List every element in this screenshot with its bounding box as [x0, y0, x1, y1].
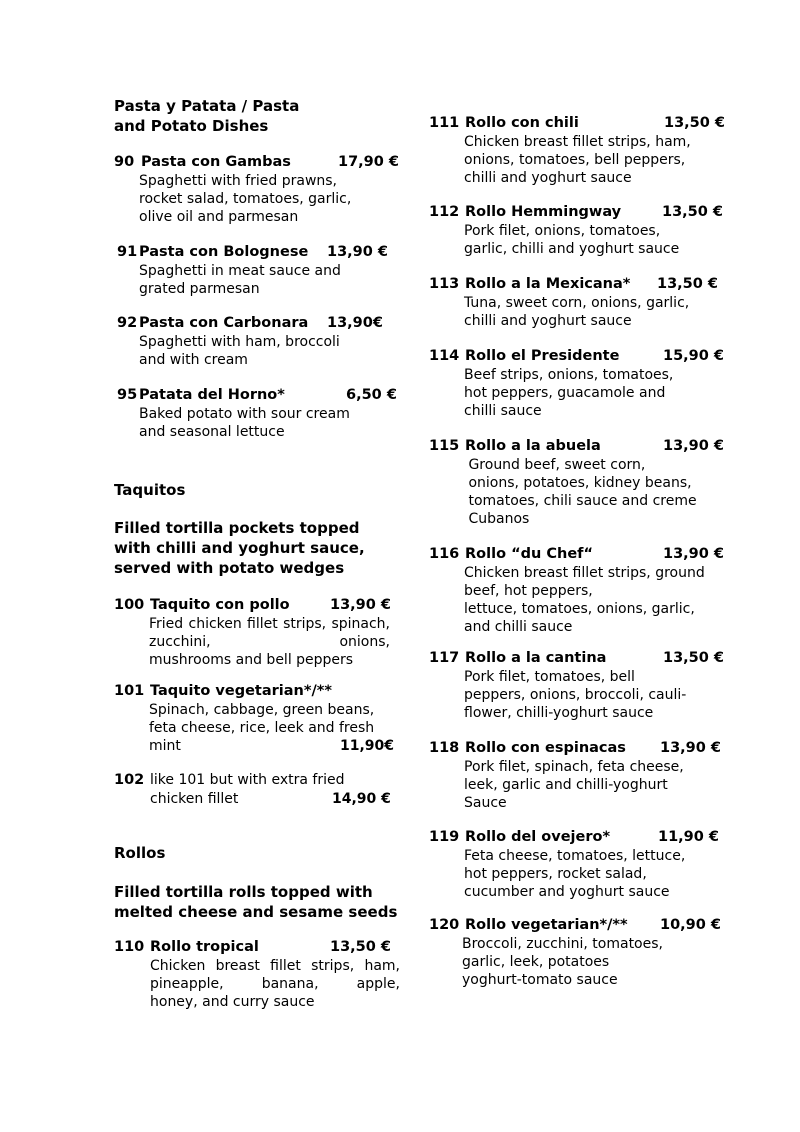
item-number: 119 [429, 829, 460, 845]
item-number: 115 [429, 438, 460, 454]
item-price: 13,90 € [330, 597, 392, 613]
item-description-last: mushrooms and bell peppers [149, 652, 354, 668]
item-number: 114 [429, 348, 460, 364]
item-number: 92 [117, 315, 138, 331]
section-title-rollos: Rollos [114, 844, 166, 862]
item-price: 13,50 € [330, 939, 392, 955]
item-price: 17,90 € [338, 154, 400, 170]
menu-item-112 [429, 203, 749, 258]
item-name: Pasta con Gambas [141, 154, 291, 170]
menu-item-100 [114, 596, 394, 669]
menu-item-102 [114, 771, 404, 808]
item-price: 13,90 € [663, 546, 725, 562]
menu-item-92 [117, 314, 417, 369]
item-description: Spinach, cabbage, green beans, feta cheese, rice, leek and fresh mint [149, 702, 375, 754]
item-description: Pork filet, spinach, feta cheese, leek, garlic and chilli-yoghurt Sauce [464, 759, 684, 811]
item-name: Taquito con pollo [150, 597, 290, 613]
item-price: 13,50 € [663, 650, 725, 666]
item-description: Ground beef, sweet corn, onions, potatoes, kidney beans, tomatoes, chili sauce and creme Cubanos [468, 457, 697, 527]
item-price: 13,90 € [663, 438, 725, 454]
item-name: Pasta con Bolognese [139, 244, 309, 260]
item-description: Spaghetti in meat sauce and grated parmesan [139, 263, 341, 297]
menu-item-114 [429, 347, 749, 420]
menu-item-113 [429, 275, 749, 330]
item-number: 95 [117, 387, 138, 403]
menu-item-110 [114, 938, 404, 1011]
item-price: 13,90 € [660, 740, 722, 756]
item-price: 14,90 € [332, 791, 391, 807]
item-name: Rollo a la Mexicana* [465, 276, 631, 292]
item-price: 10,90 € [660, 917, 722, 933]
item-name: Rollo “du Chef“ [465, 546, 593, 562]
item-description: Fried chicken fillet strips, spinach, zucchini, onions, [149, 616, 390, 650]
menu-item-91 [117, 243, 417, 298]
item-name: Rollo con chili [465, 115, 579, 131]
item-number: 102 [114, 772, 145, 788]
item-number: 101 [114, 683, 145, 699]
item-description: Feta cheese, tomatoes, lettuce, hot peppers, rocket salad, cucumber and yoghurt sauce [464, 848, 686, 900]
menu-item-120 [429, 916, 749, 989]
menu-item-118 [429, 739, 749, 812]
item-name: Rollo con espinacas [465, 740, 626, 756]
item-price: 11,90 € [658, 829, 720, 845]
item-number: 113 [429, 276, 460, 292]
menu-item-95 [117, 386, 417, 441]
item-price: 13,50 € [664, 115, 726, 131]
section-subtitle-rollos: Filled tortilla rolls topped with melted cheese and sesame seeds [114, 883, 398, 921]
item-number: 116 [429, 546, 460, 562]
item-description: Baked potato with sour cream and seasonal lettuce [139, 406, 350, 440]
item-description: Chicken breast fillet strips, ham, pineapple, banana, apple, [150, 958, 400, 992]
item-number: 100 [114, 597, 145, 613]
item-description: Tuna, sweet corn, onions, garlic, chilli and yoghurt sauce [464, 295, 690, 329]
item-price: 6,50 € [346, 387, 397, 403]
item-name: Rollo Hemmingway [465, 204, 622, 220]
item-name: Rollo a la abuela [465, 438, 601, 454]
item-number: 111 [429, 115, 460, 131]
item-price: 13,90 € [327, 244, 389, 260]
item-price: 15,90 € [663, 348, 725, 364]
item-description: Spaghetti with fried prawns, rocket salad, tomatoes, garlic, olive oil and parmesan [139, 173, 352, 225]
section-subtitle-taquitos: Filled tortilla pockets topped with chilli and yoghurt sauce, served with potato wedges [114, 519, 365, 577]
item-description: Beef strips, onions, tomatoes, hot peppers, guacamole and chilli sauce [464, 367, 674, 419]
menu-item-119 [429, 828, 749, 901]
item-name: Rollo del ovejero* [465, 829, 611, 845]
item-number: 112 [429, 204, 460, 220]
item-name: Rollo tropical [150, 939, 259, 955]
item-description: Pork filet, tomatoes, bell peppers, onions, broccoli, cauli- flower, chilli-yoghurt sauce [464, 669, 687, 721]
item-description: Broccoli, zucchini, tomatoes, garlic, leek, potatoes yoghurt-tomato sauce [462, 936, 663, 988]
section-title-pasta: Pasta y Patata / Pasta and Potato Dishes [114, 97, 300, 135]
item-price: 11,90€ [340, 738, 395, 754]
menu-item-90 [114, 153, 414, 226]
item-price: 13,90€ [327, 315, 383, 331]
menu-item-115 [429, 437, 749, 528]
item-name: Rollo vegetarian*/** [465, 917, 628, 933]
item-description: Chicken breast fillet strips, ham, onions, tomatoes, bell peppers, chilli and yoghurt sauce [464, 134, 691, 186]
menu-item-117 [429, 649, 749, 722]
item-number: 118 [429, 740, 460, 756]
menu-item-101 [114, 682, 394, 755]
item-number: 120 [429, 917, 460, 933]
item-price: 13,50 € [657, 276, 719, 292]
item-name: Rollo el Presidente [465, 348, 620, 364]
item-number: 110 [114, 939, 145, 955]
item-description: Spaghetti with ham, broccoli and with cream [139, 334, 340, 368]
item-description: Pork filet, onions, tomatoes, garlic, chilli and yoghurt sauce [464, 223, 680, 257]
item-number: 117 [429, 650, 460, 666]
item-name: Patata del Horno* [139, 387, 285, 403]
item-price: 13,50 € [662, 204, 724, 220]
item-number: 91 [117, 244, 138, 260]
menu-item-111 [429, 114, 749, 187]
item-name: Pasta con Carbonara [139, 315, 309, 331]
item-description: chicken fillet [150, 791, 239, 807]
item-description: Chicken breast fillet strips, ground beef, hot peppers, lettuce, tomatoes, onions, garlic, and chilli sauce [464, 565, 705, 635]
section-title-taquitos: Taquitos [114, 481, 186, 499]
item-name: Taquito vegetarian*/** [150, 683, 332, 699]
item-name: Rollo a la cantina [465, 650, 607, 666]
item-number: 90 [114, 154, 135, 170]
item-name: like 101 but with extra fried [150, 772, 345, 788]
menu-item-116 [429, 545, 749, 636]
item-description-last: honey, and curry sauce [150, 994, 315, 1010]
